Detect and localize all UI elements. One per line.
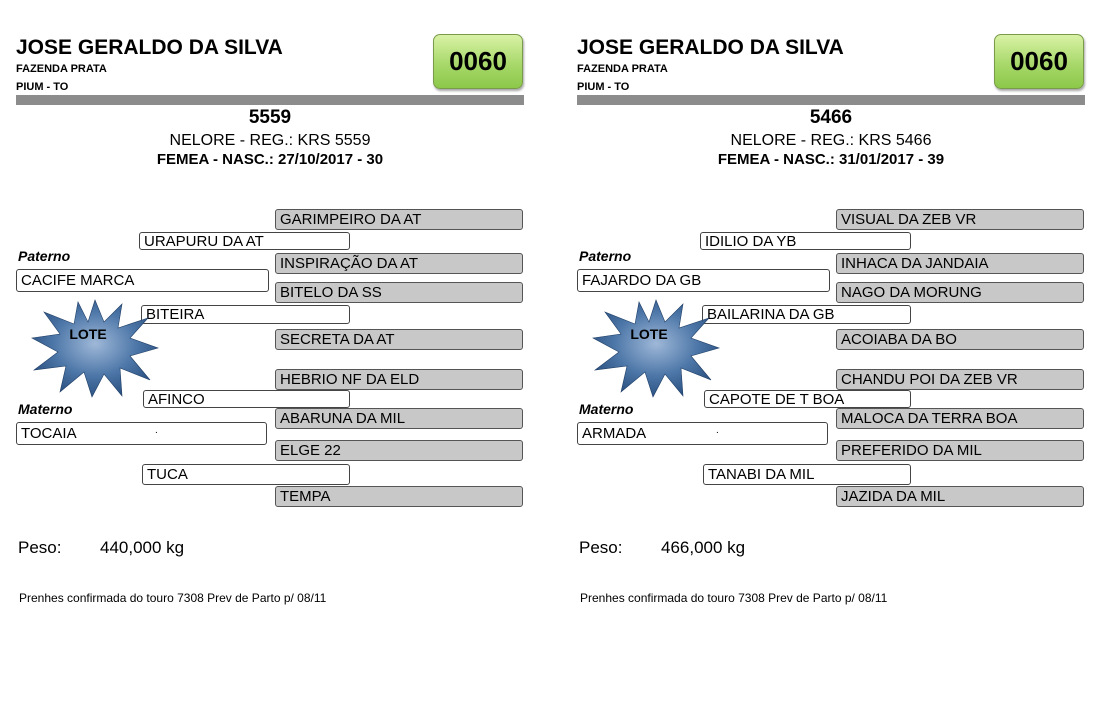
ggp-6: MALOCA DA TERRA BOA	[836, 408, 1084, 429]
ggp-6: ABARUNA DA MIL	[275, 408, 523, 429]
sex-birth-date: FEMEA - NASC.: 31/01/2017 - 39	[717, 151, 945, 168]
pregnancy-note: Prenhes confirmada do touro 7308 Prev de Parto p/ 08/11	[580, 591, 888, 605]
ggp-7: PREFERIDO DA MIL	[836, 440, 1084, 461]
ggp-5: HEBRIO NF DA ELD	[275, 369, 523, 390]
ggp-5: CHANDU POI DA ZEB VR	[836, 369, 1084, 390]
ggp-3: NAGO DA MORUNG	[836, 282, 1084, 303]
ggp-7: ELGE 22	[275, 440, 523, 461]
materno-label: Materno	[18, 401, 73, 417]
ggp-1: GARIMPEIRO DA AT	[275, 209, 523, 230]
owner-name: JOSE GERALDO DA SILVA	[16, 36, 283, 59]
weight-value: 440,000 kg	[100, 538, 185, 557]
materno-label: Materno	[579, 401, 634, 417]
farm-name: FAZENDA PRATA	[577, 63, 668, 75]
lote-label: LOTE	[630, 326, 668, 342]
lot-number-badge: 0060	[433, 34, 523, 89]
ggp-1: VISUAL DA ZEB VR	[836, 209, 1084, 230]
sire: FAJARDO DA GB	[577, 269, 830, 292]
header-divider	[16, 95, 524, 105]
breed-registration: NELORE - REG.: KRS 5559	[169, 132, 371, 149]
sire: CACIFE MARCA	[16, 269, 269, 292]
lote-star-icon	[591, 298, 721, 398]
sex-birth-date: FEMEA - NASC.: 27/10/2017 - 30	[156, 151, 384, 168]
ggp-2: INSPIRAÇÃO DA AT	[275, 253, 523, 274]
maternal-granddam: TANABI DA MIL	[703, 464, 911, 485]
paternal-granddam: BAILARINA DA GB	[702, 305, 911, 324]
lot-number-badge: 0060	[994, 34, 1084, 89]
maternal-grandsire: AFINCO	[143, 390, 350, 408]
paternal-grandsire: IDILIO DA YB	[700, 232, 911, 250]
owner-name: JOSE GERALDO DA SILVA	[577, 36, 844, 59]
farm-name: FAZENDA PRATA	[16, 63, 107, 75]
dam: TOCAIA .	[16, 422, 267, 445]
breed-registration: NELORE - REG.: KRS 5466	[730, 132, 932, 149]
weight-label: Peso:	[18, 538, 62, 557]
animal-id: 5559	[248, 107, 292, 128]
lote-label: LOTE	[69, 326, 107, 342]
animal-card-2	[561, 0, 1081, 710]
farm-city: PIUM - TO	[577, 81, 630, 93]
weight-label: Peso:	[579, 538, 623, 557]
animal-card-1	[0, 0, 520, 710]
lote-star-icon	[30, 298, 160, 398]
pregnancy-note: Prenhes confirmada do touro 7308 Prev de Parto p/ 08/11	[19, 591, 327, 605]
paterno-label: Paterno	[18, 248, 71, 264]
animal-id: 5466	[809, 107, 853, 128]
paterno-label: Paterno	[579, 248, 632, 264]
ggp-2: INHACA DA JANDAIA	[836, 253, 1084, 274]
dam: ARMADA .	[577, 422, 828, 445]
paternal-granddam: BITEIRA	[141, 305, 350, 324]
ggp-4: SECRETA DA AT	[275, 329, 523, 350]
weight-value: 466,000 kg	[661, 538, 746, 557]
ggp-8: TEMPA	[275, 486, 523, 507]
maternal-grandsire: CAPOTE DE T BOA	[704, 390, 911, 408]
paternal-grandsire: URAPURU DA AT	[139, 232, 350, 250]
ggp-8: JAZIDA DA MIL	[836, 486, 1084, 507]
farm-city: PIUM - TO	[16, 81, 69, 93]
header-divider	[577, 95, 1085, 105]
maternal-granddam: TUCA	[142, 464, 350, 485]
ggp-3: BITELO DA SS	[275, 282, 523, 303]
ggp-4: ACOIABA DA BO	[836, 329, 1084, 350]
